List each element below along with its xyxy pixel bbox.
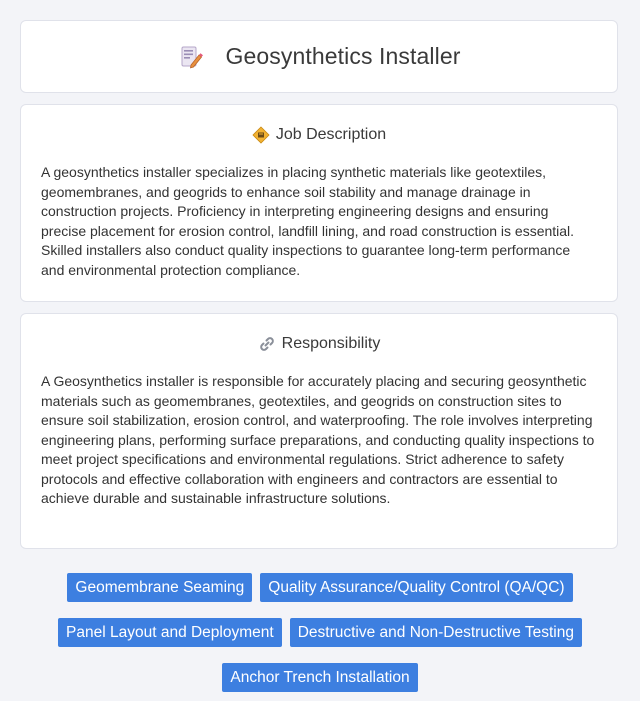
diamond-badge-icon — [252, 126, 270, 144]
job-description-heading — [21, 126, 617, 144]
skills-tag-list — [20, 573, 620, 692]
skill-tag[interactable]: Geomembrane Seaming — [67, 573, 252, 602]
skill-tag[interactable]: Destructive and Non-Destructive Testing — [290, 618, 582, 647]
page-title: Geosynthetics Installer — [225, 43, 461, 69]
header-card — [20, 20, 618, 93]
skill-tag[interactable]: Panel Layout and Deployment — [58, 618, 282, 647]
responsibility-card — [20, 313, 618, 549]
job-description-title: Job Description — [275, 126, 387, 143]
job-description-text: A geosynthetics installer specializes in placing synthetic materials like geotextiles, geomembranes, and geogrids to enhance soil stability and manage drainage in construction projects. Proficiency in interpreting engineering designs and ensuring precise placement for erosion control, landfill lining, and road construction is essential. Skilled installers also conduct quality inspections to guarantee long-term performance and environmental protection compliance. — [41, 164, 575, 278]
responsibility-heading — [21, 335, 617, 353]
skill-tag[interactable]: Quality Assurance/Quality Control (QA/QC) — [260, 573, 572, 602]
document-pencil-icon — [178, 44, 204, 70]
link-icon — [258, 335, 276, 353]
responsibility-title: Responsibility — [281, 335, 381, 352]
job-description-card — [20, 104, 618, 302]
skill-tag[interactable]: Anchor Trench Installation — [222, 663, 417, 692]
responsibility-text: A Geosynthetics installer is responsible for accurately placing and securing geosynthetic materials such as geomembranes, geotextiles, and geogrids on construction sites to ensure soil stabilization, erosion control, and waterproofing. The role involves interpreting engineering plans, performing surface preparations, and conducting quality inspections to meet project specifications and environmental regulations. Strict adherence to safety protocols and effective collaboration with engineers and contractors are essential to achieve durable and sustainable infrastructure solutions. — [41, 373, 595, 506]
